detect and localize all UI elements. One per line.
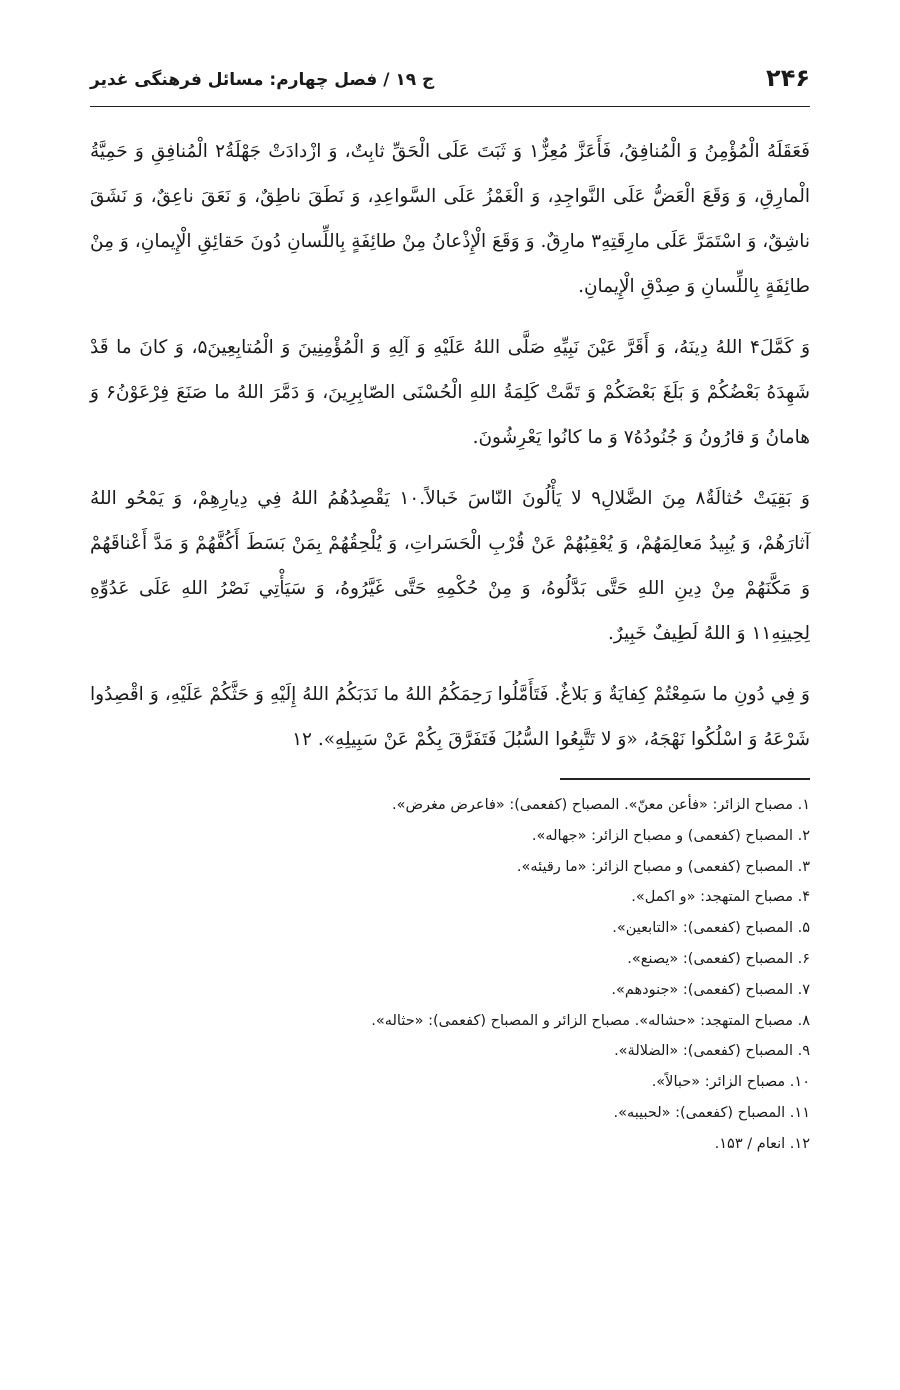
main-text: [90, 129, 810, 762]
book-page: [90, 60, 810, 1360]
paragraph: وَ فِي دُونِ ما سَمِعْتُمْ كِفايَةٌ وَ بَلاغٌ. فَتَأَمَّلُوا رَحِمَكُمُ اللهُ ما نَدَبَكُمُ اللهُ إِلَيْهِ وَ حَثَّكُمْ عَلَيْهِ، وَ اقْصِدُوا شَرْعَهُ وَ اسْلُكُوا نَهْجَهُ، «وَ لا تَتَّبِعُوا السُّبُلَ فَتَفَرَّقَ بِكُمْ عَنْ سَبِيلِهِ». ۱۲: [90, 684, 810, 750]
footnote: ۲. المصباح (كفعمى) و مصباح الزائر: «جهاله».: [531, 827, 810, 844]
footnote: ۱. مصباح الزائر: «فأعن معنّ». المصباح (كفعمى): «فاعرض مغرض».: [392, 797, 810, 813]
footnote: ۱۱. المصباح (كفعمى): «لحبيبه».: [613, 1104, 810, 1121]
page-header: [90, 60, 810, 107]
paragraph: وَ بَقِيَتْ حُثالَةٌ۸ مِنَ الضَّلالِ۹ لا يَأْلُونَ النّاسَ خَبالاً.۱۰ يَقْصِدُهُمُ اللهُ فِي دِيارِهِمْ، وَ يَمْحُو اللهُ آثارَهُمْ، وَ يُبِيدُ مَعالِمَهُمْ، وَ يُعْقِبُهُمْ عَنْ قُرْبِ الْحَسَراتِ، وَ يُلْحِقُهُمْ بِمَنْ بَسَطَ أَكُفَّهُمْ وَ مَدَّ أَعْناقَهُمْ وَ مَكَّنَهُمْ مِنْ دِينِ اللهِ حَتَّى بَدَّلُوهُ، وَ مِنْ حُكْمِهِ حَتَّى غَيَّرُوهُ، وَ سَيَأْتِي نَصْرُ اللهِ عَلَى عَدُوِّهِ لِحِينِهِ۱۱ وَ اللهُ لَطِيفٌ خَبِيرٌ.: [90, 488, 810, 644]
footnote: ۳. المصباح (كفعمى) و مصباح الزائر: «ما رقيئه».: [516, 858, 810, 875]
footnote: ۹. المصباح (كفعمى): «الضلالة».: [614, 1043, 810, 1060]
footnote: ۷. المصباح (كفعمى): «جنودهم».: [611, 981, 810, 998]
running-title: ج ۱۹ / فصل چهارم: مسائل فرهنگی غدیر: [90, 70, 435, 90]
footnote-divider: [560, 778, 810, 780]
footnote: ۸. مصباح المتهجد: «حشاله». مصباح الزائر و المصباح (كفعمى): «حثاله».: [371, 1012, 810, 1029]
footnote: ۶. المصباح (كفعمى): «يصنع».: [627, 950, 810, 967]
footnote: ۴. مصباح المتهجد: «و اكمل».: [631, 889, 810, 906]
footnote: ۱۲. انعام / ۱۵۳.: [714, 1135, 810, 1152]
footnote: ۱۰. مصباح الزائر: «حبالاً».: [651, 1074, 810, 1091]
paragraph: فَعَقَلَهُ الْمُؤْمِنُ وَ الْمُنافِقُ، فَأَعَزَّ مُعِزٌّ۱ وَ ثَبَتَ عَلَى الْحَقِّ ثابِتٌ، وَ ازْدادَتْ جَهْلَةُ۲ الْمُنافِقِ وَ حَمِيَّةُ الْمارِقِ، وَ وَقَعَ الْعَضُّ عَلَى النَّواجِدِ، وَ الْغَمْزُ عَلَى السَّواعِدِ، وَ نَطَقَ ناطِقٌ، وَ نَعَقَ ناعِقٌ، وَ نَشَقَ ناشِقٌ، وَ اسْتَمَرَّ عَلَى مارِقَتِهِ۳ مارِقٌ. وَ وَقَعَ الْإِذْعانُ مِنْ طائِفَةٍ بِاللِّسانِ دُونَ حَقائِقِ الْإِيمانِ، وَ مِنْ طائِفَةٍ بِاللِّسانِ وَ صِدْقِ الْإِيمانِ.: [90, 141, 810, 297]
page-number: ۲۴۶: [766, 64, 810, 92]
footnotes-list: [90, 790, 810, 1160]
paragraph: وَ كَمَّلَ۴ اللهُ دِينَهُ، وَ أَقَرَّ عَيْنَ نَبِيِّهِ صَلَّى اللهُ عَلَيْهِ وَ آلِهِ وَ الْمُؤْمِنِينَ وَ الْمُتابِعِينَ۵، وَ كانَ ما قَدْ شَهِدَهُ بَعْضُكُمْ وَ بَلَغَ بَعْضَكُمْ وَ تَمَّتْ كَلِمَةُ اللهِ الْحُسْنَى الصّابِرِينَ، وَ دَمَّرَ اللهُ ما صَنَعَ فِرْعَوْنُ۶ وَ هامانُ وَ قارُونُ وَ جُنُودُهُ۷ وَ ما كانُوا يَعْرِشُونَ.: [90, 337, 811, 448]
footnote: ۵. المصباح (كفعمى): «التابعين».: [612, 920, 810, 937]
